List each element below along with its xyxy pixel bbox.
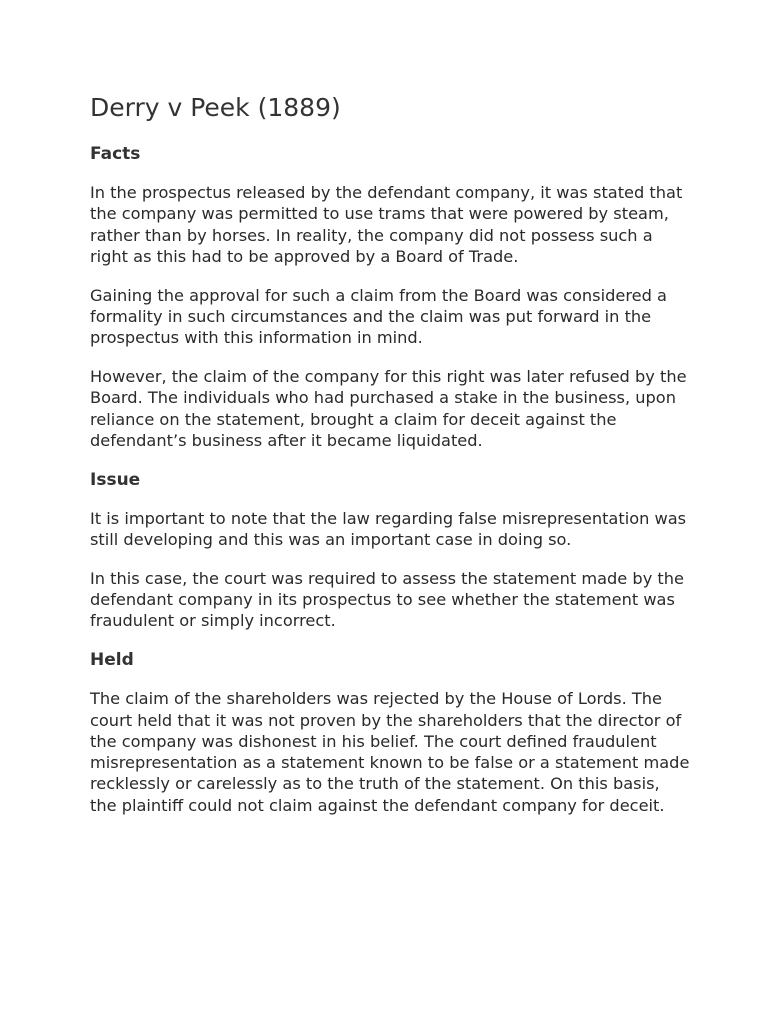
issue-paragraph-1: It is important to note that the law regarding false misrepresentation was still developing and this was an important case in doing so. <box>90 508 687 550</box>
section-heading-held: Held <box>90 650 134 671</box>
issue-paragraph-2: In this case, the court was required to assess the statement made by the defendant company in its prospectus to see whether the statement was fraudulent or simply incorrect. <box>90 568 684 631</box>
document-page <box>90 92 690 834</box>
facts-paragraph-3: However, the claim of the company for this right was later refused by the Board. The individuals who had purchased a stake in the business, upon reliance on the statement, brought a claim for deceit against the defendant’s business after it became liquidated. <box>90 367 687 450</box>
section-heading-issue: Issue <box>90 469 141 490</box>
facts-paragraph-1: In the prospectus released by the defendant company, it was stated that the company was permitted to use trams that were powered by steam, rather than by horses. In reality, the company did not possess such a right as this had to be approved by a Board of Trade. <box>90 183 683 266</box>
held-paragraph-1: The claim of the shareholders was rejected by the House of Lords. The court held that it was not proven by the shareholders that the director of the company was dishonest in his belief. The court defined fraudulent misrepresentation as a statement known to be false or a statement made recklessly or carelessly as to the truth of the statement. On this basis, the plaintiff could not claim against the defendant company for deceit. <box>90 689 690 815</box>
facts-paragraph-2: Gaining the approval for such a claim from the Board was considered a formality in such circumstances and the claim was put forward in the prospectus with this information in mind. <box>90 285 667 348</box>
page-title: Derry v Peek (1889) <box>90 93 341 122</box>
section-heading-facts: Facts <box>90 144 141 164</box>
